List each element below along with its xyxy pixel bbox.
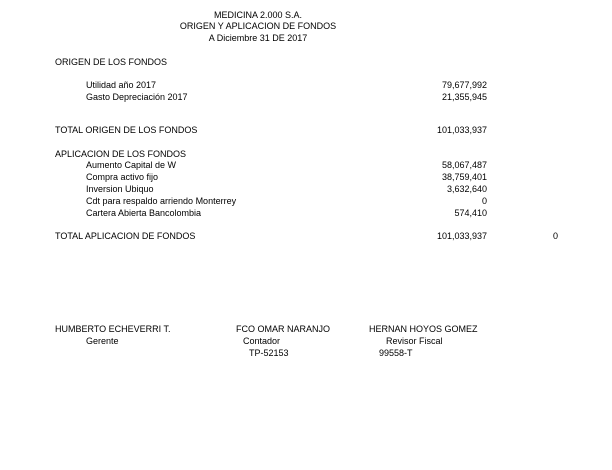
signer-role: Gerente [86, 336, 119, 346]
signer-id: 99558-T [379, 348, 413, 358]
aplicacion-item-amount: 3,632,640 [446, 184, 487, 194]
report-date: A Diciembre 31 DE 2017 [208, 33, 308, 43]
signer-name: HUMBERTO ECHEVERRI T. [55, 324, 171, 334]
signer-name: FCO OMAR NARANJO [236, 324, 331, 334]
origen-total-label: TOTAL ORIGEN DE LOS FONDOS [55, 125, 198, 135]
aplicacion-item-label: Aumento Capital de W [86, 160, 177, 170]
origen-item-label: Gasto Depreciación 2017 [86, 92, 188, 102]
origen-item-label: Utilidad año 2017 [86, 80, 157, 90]
signer-id: TP-52153 [249, 348, 289, 358]
report-title: ORIGEN Y APLICACION DE FONDOS [179, 21, 337, 31]
aplicacion-heading: APLICACION DE LOS FONDOS [55, 149, 187, 159]
aplicacion-item-label: Inversion Ubiquo [86, 184, 154, 194]
aplicacion-total-label: TOTAL APLICACION DE FONDOS [55, 231, 196, 241]
signer-role: Contador [243, 336, 281, 346]
aplicacion-item-label: Cartera Abierta Bancolombia [86, 208, 202, 218]
signer-name: HERNAN HOYOS GOMEZ [369, 324, 478, 334]
origen-heading: ORIGEN DE LOS FONDOS [55, 57, 168, 67]
difference-value: 0 [553, 231, 559, 241]
company-name: MEDICINA 2.000 S.A. [213, 10, 303, 20]
aplicacion-item-label: Compra activo fijo [86, 172, 159, 182]
aplicacion-item-label: Cdt para respaldo arriendo Monterrey [86, 196, 237, 206]
aplicacion-item-amount: 574,410 [454, 208, 487, 218]
aplicacion-total-amount: 101,033,937 [436, 231, 487, 241]
signer-role: Revisor Fiscal [386, 336, 443, 346]
origen-total-amount: 101,033,937 [436, 125, 487, 135]
aplicacion-item-amount: 0 [481, 196, 487, 206]
origen-item-amount: 21,355,945 [441, 92, 487, 102]
origen-item-amount: 79,677,992 [441, 80, 487, 90]
aplicacion-item-amount: 58,067,487 [441, 160, 487, 170]
aplicacion-item-amount: 38,759,401 [441, 172, 487, 182]
